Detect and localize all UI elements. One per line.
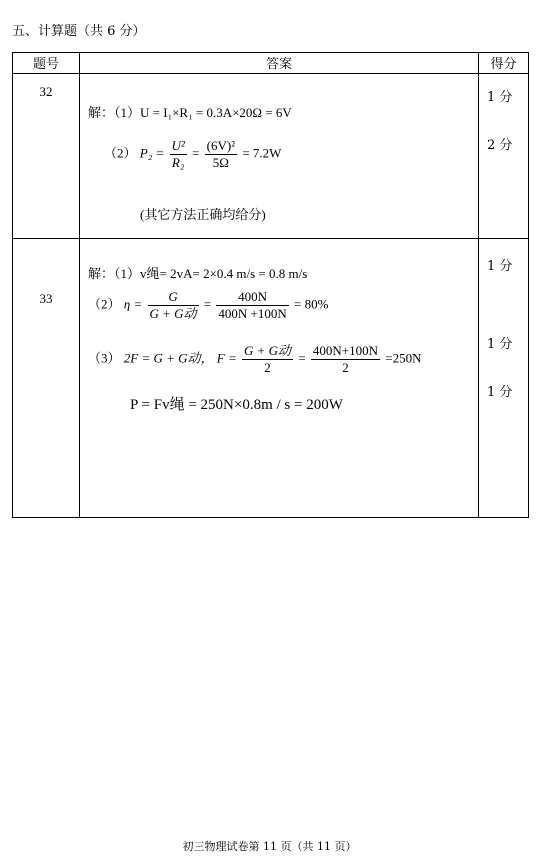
q33-number-cell [13, 239, 80, 518]
q32-line2-prefix: （2） [104, 145, 137, 161]
q32-line1-expr: U = I₁×R₁ = 0.3A×20Ω = 6V [140, 105, 292, 120]
q32-answer-cell [80, 74, 479, 239]
q33-fraction-4-numerator: 400N+100N [312, 343, 379, 358]
answer-table [12, 52, 529, 518]
q33-line2-eq: = [203, 296, 212, 312]
q33-line3-prefix: （3） [88, 350, 121, 366]
q33-fraction-1-denominator: G + G动 [149, 306, 197, 321]
q33-number: 33 [39, 291, 53, 306]
q32-fraction-1 [170, 138, 187, 171]
q33-line2-prefix: （2） [88, 296, 121, 312]
q32-line2-result: = 7.2W [242, 145, 282, 161]
q32-score-2: 2 分 [487, 138, 513, 153]
q33-fraction-4-denominator: 2 [342, 360, 349, 375]
q33-fraction-2-numerator: 400N [216, 289, 288, 306]
q32-fraction-1-numerator: U² [171, 138, 185, 153]
q33-score-1: 1 分 [487, 259, 513, 274]
q33-score-2: 1 分 [487, 337, 513, 352]
q32-fraction-2 [205, 138, 237, 171]
q32-fraction-1-denominator: R₂ [171, 155, 185, 170]
q33-fraction-4 [311, 343, 380, 376]
q32-note: (其它方法正确均给分) [140, 207, 266, 222]
q32-number-cell [13, 74, 80, 239]
q33-line3-result: =250N [385, 350, 422, 366]
q32-line1-prefix: 解：（1） [88, 105, 141, 120]
q33-line3-expr1: 2F = G + G动， [123, 350, 214, 366]
q32-line2-lhs: P₂ = [139, 145, 165, 161]
q33-line2-result: = 80% [294, 296, 329, 312]
q33-line3-lhs: F = [216, 350, 237, 366]
q33-fraction-2-denominator: 400N +100N [218, 306, 287, 321]
page-footer: 初三物理试卷第 11 页（共 11 页） [182, 840, 357, 853]
header-question-number: 题号 [13, 53, 80, 74]
section-title: 五、计算题（共 6 分） [12, 24, 146, 39]
q33-line2 [88, 289, 328, 322]
q33-line1-prefix: 解：（1） [88, 266, 141, 281]
q33-fraction-3 [242, 343, 293, 376]
q33-line1 [88, 263, 307, 282]
q33-answer-cell [80, 239, 479, 518]
q33-fraction-3-denominator: 2 [264, 360, 271, 375]
table-row-q32 [13, 74, 529, 239]
q32-line2 [104, 138, 281, 171]
q32-score-1: 1 分 [487, 90, 513, 105]
q33-line3 [88, 343, 422, 376]
q33-line3-eq: = [298, 350, 306, 366]
q33-line4: P = Fv绳 = 250N×0.8m / s = 200W [130, 397, 343, 413]
q33-line2-lhs: η = [123, 296, 143, 312]
q32-number: 32 [39, 84, 53, 99]
table-header-row [13, 53, 529, 74]
q32-fraction-2-denominator: 5Ω [212, 155, 229, 170]
q33-score-cell [479, 239, 529, 518]
q32-line2-eq: = [192, 145, 200, 161]
table-row-q33 [13, 239, 529, 518]
q33-fraction-1 [148, 289, 199, 322]
q33-score-3: 1 分 [487, 385, 513, 400]
q33-fraction-1-numerator: G [148, 289, 199, 306]
q32-score-cell [479, 74, 529, 239]
header-score: 得分 [479, 53, 529, 74]
q33-fraction-2 [216, 289, 288, 322]
q33-line1-expr: v绳= 2vA= 2×0.4 m/s = 0.8 m/s [140, 266, 308, 281]
header-answer: 答案 [80, 53, 479, 74]
q33-fraction-3-numerator: G + G动 [244, 343, 292, 358]
q32-fraction-2-numerator: (6V)² [206, 138, 236, 153]
q32-line1 [88, 102, 292, 121]
